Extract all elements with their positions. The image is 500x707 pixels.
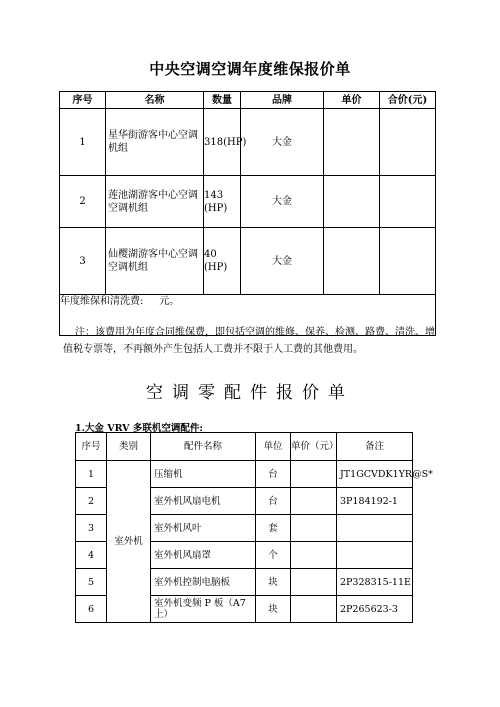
part-unit: 台 — [256, 461, 291, 488]
row-brand: 大金 — [241, 176, 324, 228]
part-remark: 2P328315-11E — [337, 569, 413, 596]
row-name: 星华街游客中心空调机组 — [106, 109, 204, 176]
part-no: 1 — [76, 461, 107, 488]
table-row — [60, 176, 436, 228]
table-row — [60, 109, 436, 176]
part-price — [291, 515, 337, 542]
parts-header-remark: 备注 — [337, 433, 413, 461]
row-brand: 大金 — [241, 228, 324, 295]
part-no: 6 — [76, 596, 107, 623]
header-no: 序号 — [60, 92, 106, 109]
row-qty: 318(HP) — [204, 109, 241, 176]
part-name: 室外机变频 P 板（A7上） — [151, 596, 256, 623]
parts-header-name: 配件名称 — [151, 433, 256, 461]
part-unit: 套 — [256, 515, 291, 542]
part-no: 3 — [76, 515, 107, 542]
quote-note: 注：该费用为年度合同维保费，即包括空调的维修、保养、检测、路费、清洗、增值税专票等，不再额外产生包括人工费并不限于人工费的其他费用。 — [63, 327, 435, 355]
row-no: 2 — [60, 176, 106, 228]
parts-quote-table — [75, 432, 433, 623]
parts-subheading: 1.大金 VRV 多联机空调配件: — [75, 423, 203, 434]
parts-title: 空调零配件报价单 — [146, 383, 354, 403]
part-name: 室外机风叶 — [151, 515, 256, 542]
row-unit-price — [324, 109, 380, 176]
header-name: 名称 — [106, 92, 204, 109]
part-remark — [337, 515, 413, 542]
parts-header-category: 类别 — [107, 433, 151, 461]
header-qty: 数量 — [204, 92, 241, 109]
part-name: 室外机风扇罩 — [151, 542, 256, 569]
part-name: 室外机风扇电机 — [151, 488, 256, 515]
row-total — [380, 109, 436, 176]
row-unit-price — [324, 228, 380, 295]
part-remark: 3P184192-1 — [337, 488, 413, 515]
header-brand: 品牌 — [241, 92, 324, 109]
part-no: 4 — [76, 542, 107, 569]
row-qty: 143 (HP) — [204, 176, 241, 228]
row-total — [380, 176, 436, 228]
part-no: 2 — [76, 488, 107, 515]
part-price — [291, 596, 337, 623]
row-no: 1 — [60, 109, 106, 176]
parts-header-row — [76, 433, 413, 461]
header-unit-price: 单价 — [324, 92, 380, 109]
part-remark: JT1GCVDK1YR@S* — [337, 461, 413, 488]
maintenance-quote-table — [59, 91, 436, 336]
table-header-row — [60, 92, 436, 109]
table-row — [60, 228, 436, 295]
table-row — [76, 461, 413, 488]
part-name: 室外机控制电脑板 — [151, 569, 256, 596]
part-price — [291, 461, 337, 488]
part-unit: 块 — [256, 569, 291, 596]
row-no: 3 — [60, 228, 106, 295]
part-category: 室外机 — [107, 461, 151, 623]
row-name: 莲池湖游客中心空调空调机组 — [106, 176, 204, 228]
part-unit: 台 — [256, 488, 291, 515]
fee-label: 年度维保和清洗费: — [60, 296, 144, 307]
part-price — [291, 488, 337, 515]
fee-unit: 元。 — [159, 296, 180, 307]
row-unit-price — [324, 176, 380, 228]
row-total — [380, 228, 436, 295]
part-unit: 块 — [256, 596, 291, 623]
parts-header-price: 单价（元） — [291, 433, 337, 461]
part-no: 5 — [76, 569, 107, 596]
row-name: 仙樱湖游客中心空调空调机组 — [106, 228, 204, 295]
part-remark — [337, 542, 413, 569]
parts-header-no: 序号 — [76, 433, 107, 461]
header-total: 合价(元) — [380, 92, 436, 109]
parts-header-unit: 单位 — [256, 433, 291, 461]
part-price — [291, 542, 337, 569]
part-name: 压缩机 — [151, 461, 256, 488]
part-price — [291, 569, 337, 596]
row-qty: 40 (HP) — [204, 228, 241, 295]
part-remark: 2P265623-3 — [337, 596, 413, 623]
part-unit: 个 — [256, 542, 291, 569]
row-brand: 大金 — [241, 109, 324, 176]
quote-title: 中央空调空调年度维保报价单 — [149, 60, 351, 78]
